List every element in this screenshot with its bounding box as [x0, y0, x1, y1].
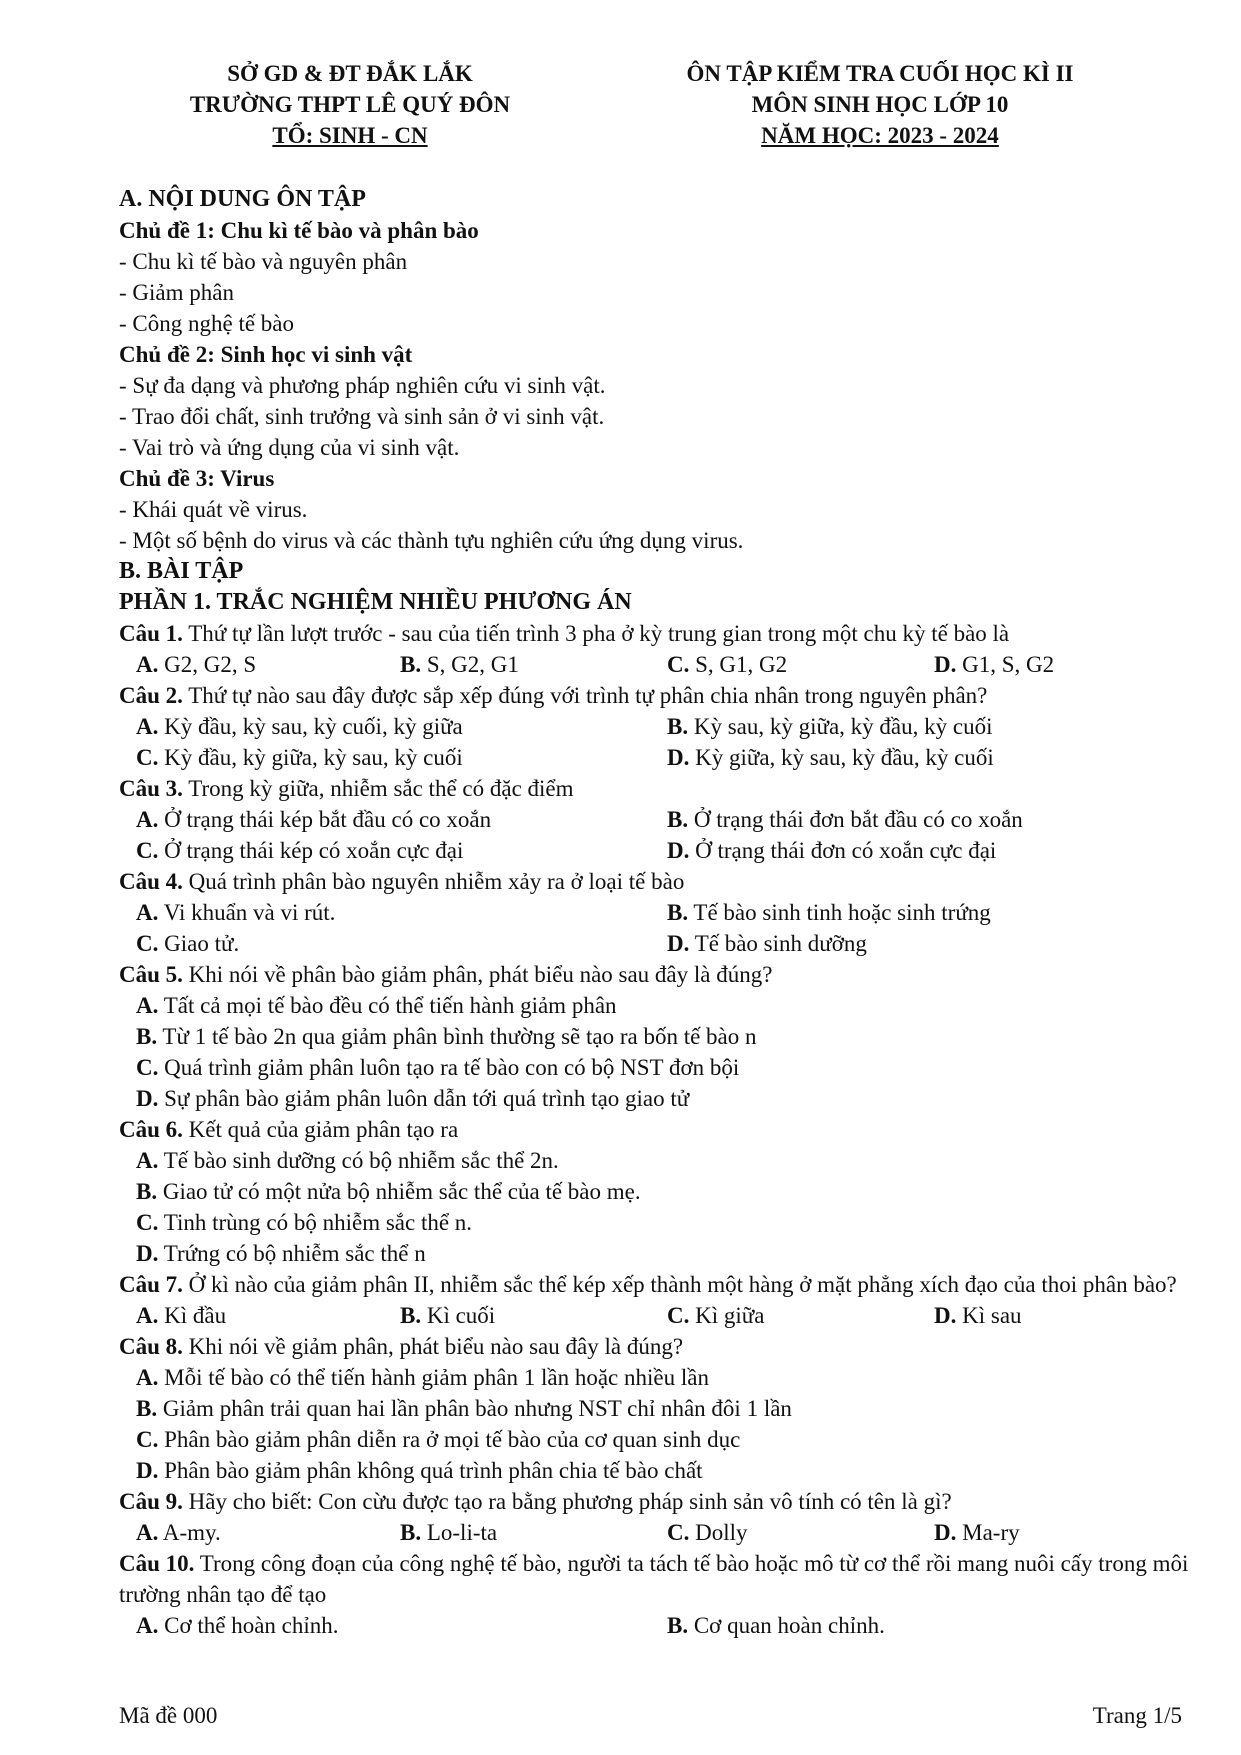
option-c: C. S, G1, G2	[667, 652, 788, 677]
section-b-title: B. BÀI TẬP	[119, 558, 244, 584]
option-c: C. Giao tử.	[136, 931, 240, 956]
question-text: Kết quả của giảm phân tạo ra	[182, 1117, 459, 1142]
option-d: D. Ở trạng thái đơn có xoắn cực đại	[667, 838, 997, 863]
school-info	[150, 58, 550, 151]
document-body	[119, 184, 1199, 1641]
options-row	[119, 928, 1199, 959]
option-c: C. Kì giữa	[667, 1303, 765, 1328]
question-2	[119, 680, 1199, 711]
options-row	[119, 711, 1199, 742]
option-a: A. A-my.	[136, 1520, 221, 1545]
question-text: Thứ tự nào sau đây được sắp xếp đúng với trình tự phân chia nhân trong nguyên phân?	[182, 683, 988, 708]
question-text: Hãy cho biết: Con cừu được tạo ra bằng phương pháp sinh sản vô tính có tên là gì?	[182, 1489, 952, 1514]
section-a-title: A. NỘI DUNG ÔN TẬP	[119, 186, 366, 212]
exam-info	[640, 58, 1120, 151]
question-text: Quá trình phân bào nguyên nhiễm xảy ra ở loại tế bào	[182, 869, 685, 894]
option-b: B. Giảm phân trải quan hai lần phân bào nhưng NST chỉ nhân đôi 1 lần	[136, 1396, 792, 1421]
topic-1-item: - Giảm phân	[119, 280, 234, 305]
options-row	[119, 1610, 1199, 1641]
question-text: Khi nói về phân bào giảm phân, phát biểu nào sau đây là đúng?	[182, 962, 773, 987]
topic-2-item: - Trao đổi chất, sinh trưởng và sinh sản ở vi sinh vật.	[119, 404, 605, 429]
option-a: A. Ở trạng thái kép bắt đầu có co xoắn	[136, 807, 492, 832]
option-c: C. Dolly	[667, 1520, 748, 1545]
topic-1-item: - Công nghệ tế bào	[119, 311, 295, 336]
question-8	[119, 1331, 1199, 1362]
question-9	[119, 1486, 1199, 1517]
option-c: C. Quá trình giảm phân luôn tạo ra tế bào con có bộ NST đơn bội	[136, 1055, 740, 1080]
option-b: B. Kì cuối	[400, 1303, 496, 1328]
option-d: D. Sự phân bào giảm phân luôn dẫn tới quá trình tạo giao tử	[136, 1086, 690, 1111]
options-row	[119, 897, 1199, 928]
question-4	[119, 866, 1199, 897]
topic-2-item: - Vai trò và ứng dụng của vi sinh vật.	[119, 435, 460, 460]
option-b: B. Lo-li-ta	[400, 1520, 498, 1545]
question-text: Khi nói về giảm phân, phát biểu nào sau đây là đúng?	[182, 1334, 684, 1359]
question-number: Câu 1.	[119, 621, 183, 646]
option-a: A. Vi khuẩn và vi rút.	[136, 900, 336, 925]
group-name: TỔ: SINH - CN	[272, 123, 428, 148]
options-row	[119, 835, 1199, 866]
question-number: Câu 5.	[119, 962, 183, 987]
question-number: Câu 3.	[119, 776, 183, 801]
option-a: A. G2, G2, S	[136, 652, 257, 677]
topic-3-title: Chủ đề 3: Virus	[119, 466, 275, 491]
question-5	[119, 959, 1199, 990]
question-text: Thứ tự lần lượt trước - sau của tiến trình 3 pha ở kỳ trung gian trong một chu kỳ tế bào là	[182, 621, 1010, 646]
question-number: Câu 9.	[119, 1489, 183, 1514]
option-b: B. Tế bào sinh tinh hoặc sinh trứng	[667, 900, 991, 925]
option-a: A. Kì đầu	[136, 1303, 227, 1328]
option-d: D. Phân bào giảm phân không quá trình phân chia tế bào chất	[136, 1458, 703, 1483]
option-a: A. Mỗi tế bào có thể tiến hành giảm phân 1 lần hoặc nhiều lần	[136, 1365, 709, 1390]
option-b: B. S, G2, G1	[400, 652, 519, 677]
question-10	[119, 1548, 1199, 1610]
question-number: Câu 10.	[119, 1551, 195, 1576]
options-row	[119, 1517, 1199, 1548]
option-d: D. G1, S, G2	[934, 652, 1055, 677]
option-b: B. Kỳ sau, kỳ giữa, kỳ đầu, kỳ cuối	[667, 714, 993, 739]
topic-2-title: Chủ đề 2: Sinh học vi sinh vật	[119, 342, 413, 367]
question-text: Trong công đoạn của công nghệ tế bào, người ta tách tế bào hoặc mô từ cơ thể rồi mang nuôi cấy trong môi trường nhân tạo để tạo	[119, 1551, 1189, 1607]
options-row	[119, 649, 1199, 680]
topic-3-item: - Khái quát về virus.	[119, 497, 308, 522]
document-footer	[119, 1700, 1182, 1731]
option-d: D. Ma-ry	[934, 1520, 1020, 1545]
question-text: Trong kỳ giữa, nhiễm sắc thể có đặc điểm	[182, 776, 574, 801]
option-a: A. Tất cả mọi tế bào đều có thể tiến hành giảm phân	[136, 993, 617, 1018]
topic-1-item: - Chu kì tế bào và nguyên phân	[119, 249, 408, 274]
option-d: D. Kì sau	[934, 1303, 1022, 1328]
options-row	[119, 804, 1199, 835]
question-3	[119, 773, 1199, 804]
option-c: C. Tinh trùng có bộ nhiễm sắc thể n.	[136, 1210, 473, 1235]
options-row	[119, 742, 1199, 773]
question-number: Câu 7.	[119, 1272, 183, 1297]
document-header	[0, 58, 1241, 158]
option-a: A. Kỳ đầu, kỳ sau, kỳ cuối, kỳ giữa	[136, 714, 463, 739]
topic-1-title: Chủ đề 1: Chu kì tế bào và phân bào	[119, 218, 479, 243]
option-d: D. Trứng có bộ nhiễm sắc thể n	[136, 1241, 426, 1266]
question-number: Câu 6.	[119, 1117, 183, 1142]
school-name: TRƯỜNG THPT LÊ QUÝ ĐÔN	[189, 92, 511, 117]
option-a: A. Cơ thể hoàn chỉnh.	[136, 1613, 339, 1638]
option-b: B. Từ 1 tế bào 2n qua giảm phân bình thường sẽ tạo ra bốn tế bào n	[136, 1024, 757, 1049]
subject-name: MÔN SINH HỌC LỚP 10	[751, 92, 1009, 117]
topic-3-item: - Một số bệnh do virus và các thành tựu nghiên cứu ứng dụng virus.	[119, 528, 744, 553]
question-number: Câu 2.	[119, 683, 183, 708]
part-1-title: PHẦN 1. TRẮC NGHIỆM NHIỀU PHƯƠNG ÁN	[119, 589, 632, 615]
option-d: D. Tế bào sinh dưỡng	[667, 931, 867, 956]
page-number: Trang 1/5	[1092, 1703, 1182, 1728]
question-1	[119, 618, 1199, 649]
exam-title: ÔN TẬP KIỂM TRA CUỐI HỌC KÌ II	[686, 61, 1074, 86]
option-d: D. Kỳ giữa, kỳ sau, kỳ đầu, kỳ cuối	[667, 745, 994, 770]
option-b: B. Cơ quan hoàn chỉnh.	[667, 1613, 885, 1638]
option-c: C. Phân bào giảm phân diễn ra ở mọi tế bào của cơ quan sinh dục	[136, 1427, 741, 1452]
options-row	[119, 1300, 1199, 1331]
topic-2-item: - Sự đa dạng và phương pháp nghiên cứu vi sinh vật.	[119, 373, 606, 398]
question-6	[119, 1114, 1199, 1145]
department-name: SỞ GD & ĐT ĐẮK LẮK	[227, 61, 473, 86]
question-number: Câu 4.	[119, 869, 183, 894]
question-text: Ở kì nào của giảm phân II, nhiễm sắc thể kép xếp thành một hàng ở mặt phẳng xích đạo của thoi phân bào?	[182, 1272, 1177, 1297]
question-7	[119, 1269, 1199, 1300]
exam-code: Mã đề 000	[119, 1703, 218, 1728]
question-number: Câu 8.	[119, 1334, 183, 1359]
option-a: A. Tế bào sinh dưỡng có bộ nhiễm sắc thể 2n.	[136, 1148, 559, 1173]
option-b: B. Ở trạng thái đơn bắt đầu có co xoắn	[667, 807, 1023, 832]
option-c: C. Ở trạng thái kép có xoắn cực đại	[136, 838, 464, 863]
school-year: NĂM HỌC: 2023 - 2024	[761, 123, 999, 148]
option-c: C. Kỳ đầu, kỳ giữa, kỳ sau, kỳ cuối	[136, 745, 463, 770]
option-b: B. Giao tử có một nửa bộ nhiễm sắc thể của tế bào mẹ.	[136, 1179, 641, 1204]
